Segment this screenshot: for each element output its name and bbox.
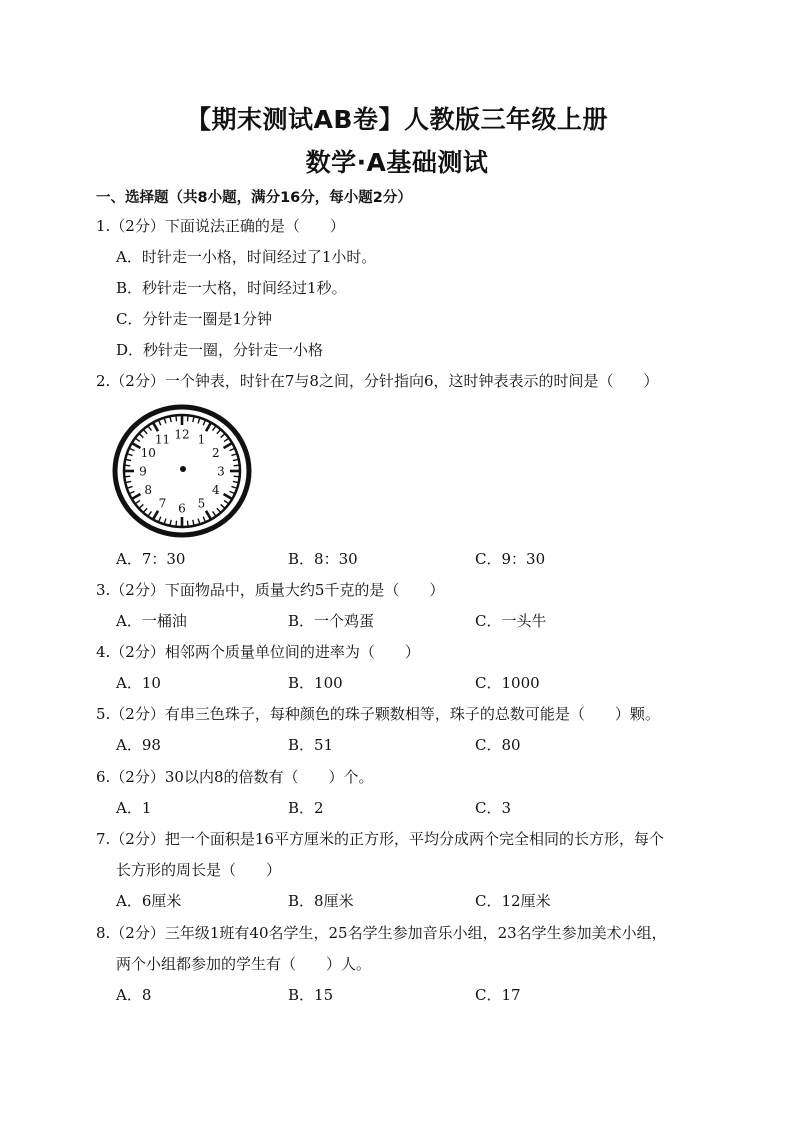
clock-minor-tick [159,421,161,426]
question-5-option-b: B．51 [288,736,334,754]
clock-minor-tick [136,439,140,442]
clock-minor-tick [128,454,133,456]
question-7-option-b: B．8厘米 [288,892,354,910]
clock-major-tick [154,423,159,431]
question-5-option-c: C．80 [475,736,521,754]
clock-minor-tick [231,486,236,488]
clock-minor-tick [217,508,220,512]
clock-minor-tick [148,511,151,515]
exam-title: 【期末测试AB卷】人教版三年级上册 [186,105,608,134]
question-8-stem: 8.（2分）三年级1班有40名学生，25名学生参加音乐小组，23名学生参加美术小组， [96,924,667,942]
question-8-option-a: A．8 [116,986,152,1004]
clock-minor-tick [187,416,188,421]
question-6-option-a: A．1 [116,799,152,817]
clock-minor-tick [224,500,228,503]
question-3-option-c: C．一头牛 [475,612,547,630]
clock-minor-tick [217,430,220,434]
exam-subtitle: 数学·A基础测试 [305,148,489,177]
clock-number: 7 [158,496,167,511]
question-2-option-a: A．7：30 [116,550,186,568]
clock-minor-tick [213,511,216,515]
question-1-option-a: A．时针走一小格，时间经过了1小时。 [116,248,377,266]
clock-minor-tick [164,419,166,424]
clock-major-tick [224,444,232,449]
question-1-option-b: B．秒针走一大格，时间经过1秒。 [116,279,347,297]
clock-minor-tick [230,491,235,493]
clock-number: 12 [174,427,190,442]
question-4-option-c: C．1000 [475,674,540,692]
question-6-option-b: B．2 [288,799,324,817]
clock-major-tick [154,511,159,519]
clock-minor-tick [231,454,236,456]
section-heading: 一、选择题（共8小题，满分16分，每小题2分） [96,190,412,206]
clock-number: 8 [144,483,153,497]
question-3-stem: 3.（2分）下面物品中，质量大约5千克的是（ ） [96,581,445,599]
clock-major-tick [133,444,141,449]
clock-minor-tick [176,416,177,421]
question-3-option-a: A．一桶油 [116,612,187,630]
clock-minor-tick [213,427,216,431]
clock-minor-tick [221,434,225,437]
clock-major-tick [206,511,211,519]
clock-minor-tick [234,476,239,477]
clock-number: 9 [139,464,147,479]
question-4-stem: 4.（2分）相邻两个质量单位间的进率为（ ） [96,643,420,661]
clock-minor-tick [140,434,144,437]
clock-number: 2 [211,446,220,460]
clock-minor-tick [159,517,161,522]
question-4-option-a: A．10 [116,674,161,692]
question-7-option-a: A．6厘米 [116,892,182,910]
clock-minor-tick [126,481,131,482]
clock-minor-tick [148,427,151,431]
clock-major-tick [206,423,211,431]
question-8-option-c: C．17 [475,986,521,1004]
clock-minor-tick [126,460,131,461]
question-7-stem-continued: 长方形的周长是（ ） [116,861,282,879]
clock-minor-tick [130,491,135,493]
clock-minor-tick [144,430,147,434]
clock-number: 1 [197,432,206,447]
question-6-option-c: C．3 [475,799,512,817]
clock-minor-tick [170,520,171,525]
clock-minor-tick [125,476,130,477]
clock-minor-tick [198,519,200,524]
question-3-option-b: B．一个鸡蛋 [288,612,375,630]
question-2-option-c: C．9：30 [475,550,546,568]
question-5-option-a: A．98 [116,736,161,754]
clock-major-tick [133,494,141,499]
clock-minor-tick [230,449,235,451]
clock-minor-tick [193,417,194,422]
question-6-stem: 6.（2分）30以内8的倍数有（ ）个。 [96,768,374,786]
question-1-option-d: D．秒针走一圈，分针走一小格 [116,341,324,359]
clock-minor-tick [128,486,133,488]
clock-minor-tick [193,520,194,525]
clock-minor-tick [203,421,205,426]
clock-minor-tick [221,504,225,507]
clock-minor-tick [164,519,166,524]
question-8-stem-continued: 两个小组都参加的学生有（ ）人。 [116,955,372,973]
clock-image [112,404,252,540]
clock-minor-tick [170,417,171,422]
question-8-option-b: B．15 [288,986,334,1004]
clock-minor-tick [144,508,147,512]
question-5-stem: 5.（2分）有串三色珠子，每种颜色的珠子颗数相等，珠子的总数可能是（ ）颗。 [96,705,660,723]
clock-number: 10 [140,446,156,460]
question-1-option-c: C．分针走一圈是1分钟 [116,310,273,328]
clock-minor-tick [187,521,188,526]
question-2-stem: 2.（2分）一个钟表，时针在7与8之间，分针指向6，这时钟表表示的时间是（ ） [96,372,659,390]
clock-major-tick [224,494,232,499]
clock-center-dot [180,466,186,472]
clock-minor-tick [233,481,238,482]
question-7-stem: 7.（2分）把一个面积是16平方厘米的正方形，平均分成两个完全相同的长方形，每个 [96,830,664,848]
clock-number: 3 [217,464,225,479]
clock-minor-tick [125,465,130,466]
clock-minor-tick [176,521,177,526]
clock-minor-tick [224,439,228,442]
clock-number: 4 [211,483,220,497]
clock-number: 5 [197,496,206,511]
clock-number: 11 [154,432,171,447]
clock-minor-tick [198,419,200,424]
question-1-stem: 1.（2分）下面说法正确的是（ ） [96,217,345,235]
clock-minor-tick [233,460,238,461]
question-2-option-b: B．8：30 [288,550,358,568]
clock-minor-tick [136,500,140,503]
clock-minor-tick [130,449,135,451]
clock-minor-tick [234,465,239,466]
clock-number: 6 [178,501,186,516]
clock-minor-tick [203,517,205,522]
question-4-option-b: B．100 [288,674,343,692]
question-7-option-c: C．12厘米 [475,892,551,910]
clock-minor-tick [140,504,144,507]
